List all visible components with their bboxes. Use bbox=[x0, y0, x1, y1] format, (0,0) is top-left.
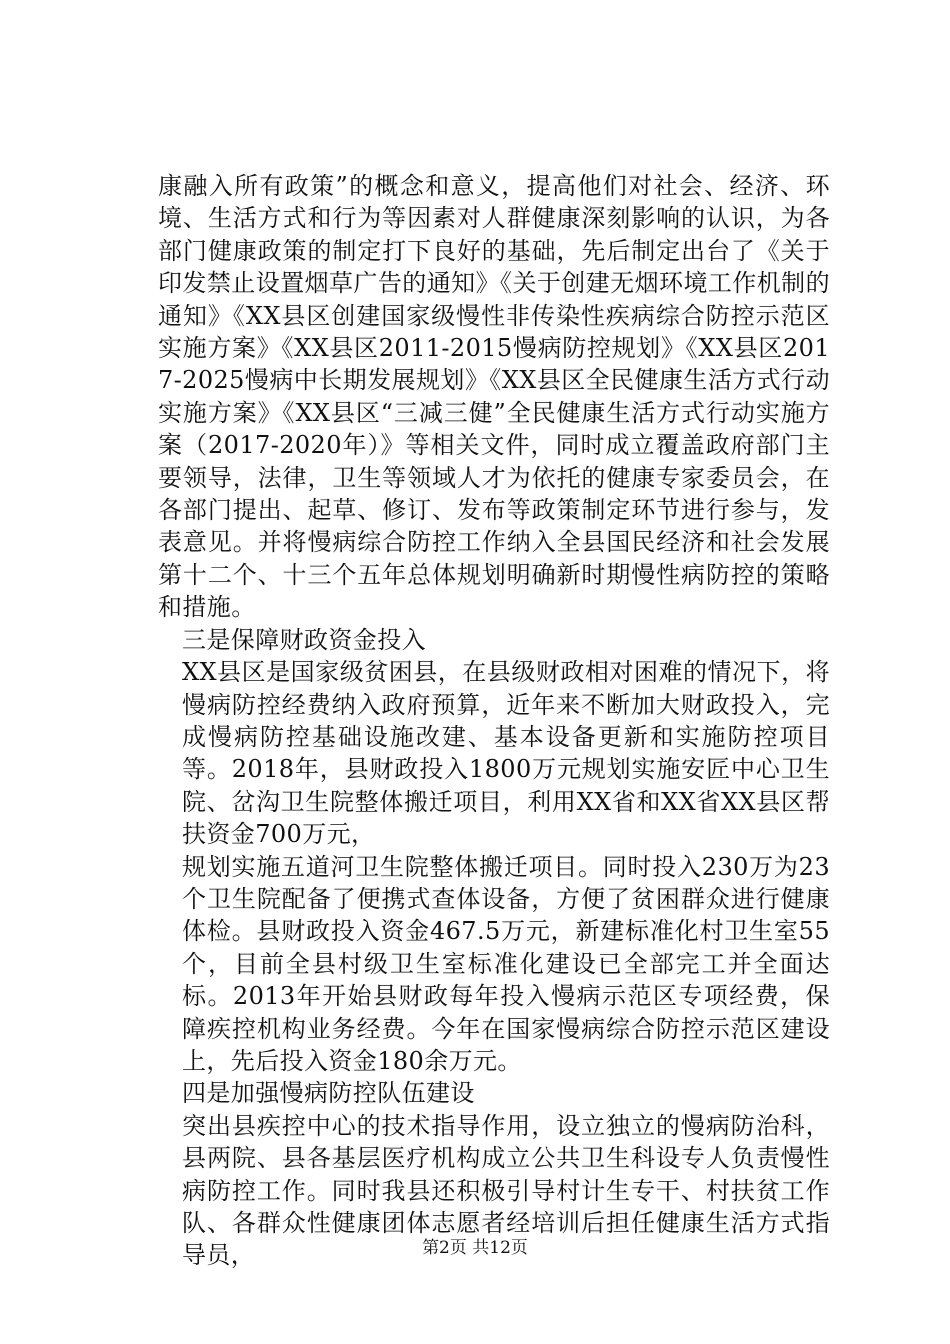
section-heading-team: 四是加强慢病防控队伍建设 bbox=[182, 1079, 475, 1108]
page-number-footer: 第2页 共12页 bbox=[422, 1238, 528, 1258]
paragraph-funding-facilities: 规划实施五道河卫生院整体搬迁项目。同时投入230万为23个卫生院配备了便携式查体设备，方便了贫困群众进行健康体检。县财政投入资金467.5万元，新建标准化村卫生室55个，目前全县村级卫生室标准化建设已全部完工并全面达标。2013年开始县财政每年投入慢病示范区专项经费，保障疾控机构业务经费。今年在国家慢病综合防控示范区建设上，先后投入资金180余万元。 bbox=[182, 852, 830, 1075]
paragraph-policy-documents: 康融入所有政策”的概念和意义，提高他们对社会、经济、环境、生活方式和行为等因素对人群健康深刻影响的认识，为各部门健康政策的制定打下良好的基础，先后制定出台了《关于印发禁止设置烟草广告的通知》《关于创建无烟环境工作机制的通知》《XX县区创建国家级慢性非传染性疾病综合防控示范区实施方案》《XX县区2011-2015慢病防控规划》《XX县区2017-2025慢病中长期发展规划》《XX县区全民健康生活方式行动实施方案》《XX县区“三减三健”全民健康生活方式行动实施方案（2017-2020年）》等相关文件，同时成立覆盖政府部门主要领导，法律，卫生等领域人才为依托的健康专家委员会，在各部门提出、起草、修订、发布等政策制定环节进行参与，发表意见。并将慢病综合防控工作纳入全县国民经济和社会发展第十二个、十三个五年总体规划明确新时期慢性病防控的策略和措施。 bbox=[158, 172, 830, 622]
section-heading-funding: 三是保障财政资金投入 bbox=[182, 625, 426, 654]
paragraph-funding-budget: XX县区是国家级贫困县，在县级财政相对困难的情况下，将慢病防控经费纳入政府预算，近年来不断加大财政投入，完成慢病防控基础设施改建、基本设备更新和实施防控项目等。2018年，县财政投入1800万元规划实施安匠中心卫生院、岔沟卫生院整体搬迁项目，利用XX省和XX省XX县区帮扶资金700万元， bbox=[182, 658, 830, 849]
paragraph-team-building: 突出县疾控中心的技术指导作用，设立独立的慢病防治科，县两院、县各基层医疗机构成立公共卫生科设专人负责慢性病防控工作。同时我县还积极引导村计生专干、村扶贫工作队、各群众性健康团体志愿者经培训后担任健康生活方式指导员， bbox=[182, 1111, 830, 1270]
body-text bbox=[158, 170, 830, 1272]
